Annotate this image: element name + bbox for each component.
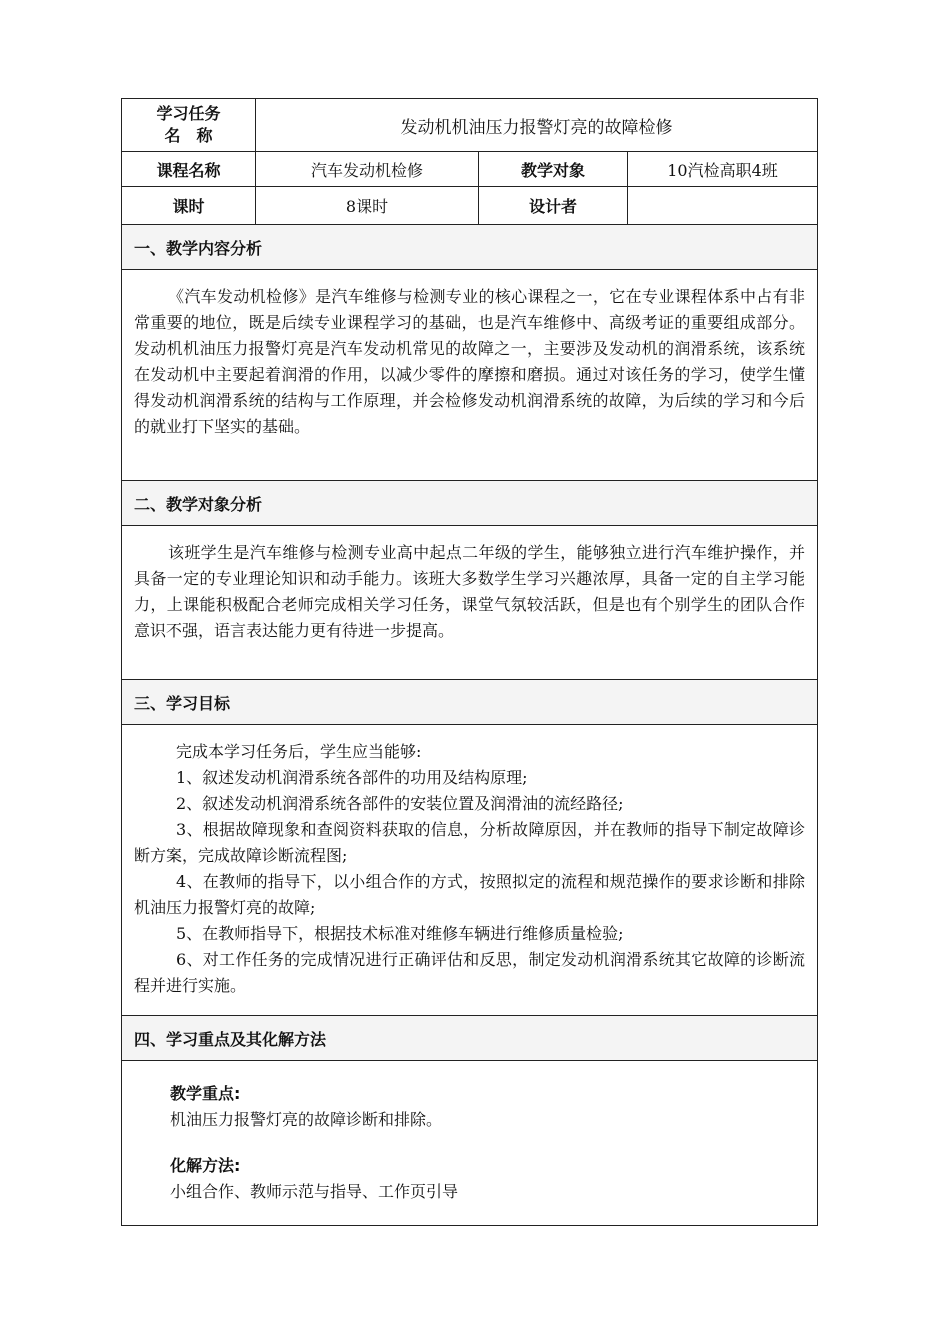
goal-item: 3、根据故障现象和查阅资料获取的信息，分析故障原因，并在教师的指导下制定故障诊断方案，完成故障诊断流程图; — [134, 820, 805, 865]
section-3-title: 三、学习目标 — [122, 680, 818, 725]
teaching-target-label: 教学对象 — [479, 152, 628, 187]
section-1-header-row — [122, 225, 818, 270]
section-2-body — [122, 526, 818, 680]
section-3-body — [122, 725, 818, 1016]
section-4-body-row — [122, 1061, 818, 1226]
student-analysis-text: 该班学生是汽车维修与检测专业高中起点二年级的学生，能够独立进行汽车维护操作，并具备一定的专业理论知识和动手能力。该班大多数学生学习兴趣浓厚，具备一定的自主学习能力，上课能积极配合老师完成相关学习任务，课堂气氛较活跃，但是也有个别学生的团队合作意识不强，语言表达能力更有待进一步提高。 — [134, 543, 805, 640]
method-label: 化解方法: — [170, 1156, 241, 1175]
section-2-body-row — [122, 526, 818, 680]
section-2-header-row — [122, 481, 818, 526]
section-4-header-row — [122, 1016, 818, 1061]
course-name-value: 汽车发动机检修 — [256, 152, 479, 187]
task-name-label-line2: 名 称 — [164, 126, 213, 145]
hours-row — [122, 187, 818, 225]
goal-item: 2、叙述发动机润滑系统各部件的安装位置及润滑油的流经路径; — [176, 794, 624, 813]
task-name-row — [122, 99, 818, 152]
spacer — [134, 1133, 805, 1153]
section-4-body — [122, 1061, 818, 1226]
section-3-header-row — [122, 680, 818, 725]
task-name-label-line1: 学习任务 — [156, 104, 221, 123]
section-1-title: 一、教学内容分析 — [122, 225, 818, 270]
section-3-body-row — [122, 725, 818, 1016]
goal-item: 6、对工作任务的完成情况进行正确评估和反思，制定发动机润滑系统其它故障的诊断流程并进行实施。 — [134, 950, 805, 995]
section-1-body — [122, 270, 818, 481]
section-1-body-row — [122, 270, 818, 481]
goal-item: 4、在教师的指导下，以小组合作的方式，按照拟定的流程和规范操作的要求诊断和排除机油压力报警灯亮的故障; — [134, 872, 805, 917]
section-4-title: 四、学习重点及其化解方法 — [122, 1016, 818, 1061]
designer-label: 设计者 — [479, 187, 628, 225]
course-name-label: 课程名称 — [122, 152, 256, 187]
goals-intro: 完成本学习任务后，学生应当能够: — [176, 742, 422, 761]
content-analysis-text: 《汽车发动机检修》是汽车维修与检测专业的核心课程之一，它在专业课程体系中占有非常重要的地位，既是后续专业课程学习的基础，也是汽车维修中、高级考证的重要组成部分。发动机机油压力报警灯亮是汽车发动机常见的故障之一，主要涉及发动机的润滑系统，该系统在发动机中主要起着润滑的作用，以减少零件的摩擦和磨损。通过对该任务的学习，使学生懂得发动机润滑系统的结构与工作原理，并会检修发动机润滑系统的故障，为后续的学习和今后的就业打下坚实的基础。 — [134, 287, 805, 436]
teaching-target-value: 10汽检高职4班 — [628, 152, 818, 187]
course-row — [122, 152, 818, 187]
method-text: 小组合作、教师示范与指导、工作页引导 — [170, 1182, 459, 1201]
section-2-title: 二、教学对象分析 — [122, 481, 818, 526]
goal-item: 5、在教师指导下，根据技术标准对维修车辆进行维修质量检验; — [176, 924, 624, 943]
goal-item: 1、叙述发动机润滑系统各部件的功用及结构原理; — [176, 768, 528, 787]
key-point-text: 机油压力报警灯亮的故障诊断和排除。 — [170, 1110, 443, 1129]
key-point-label: 教学重点: — [170, 1084, 241, 1103]
lesson-plan-table — [121, 98, 818, 1226]
hours-value: 8课时 — [256, 187, 479, 225]
hours-label: 课时 — [122, 187, 256, 225]
task-name-value: 发动机机油压力报警灯亮的故障检修 — [256, 99, 818, 152]
designer-value — [628, 187, 818, 225]
task-name-label — [122, 99, 256, 152]
